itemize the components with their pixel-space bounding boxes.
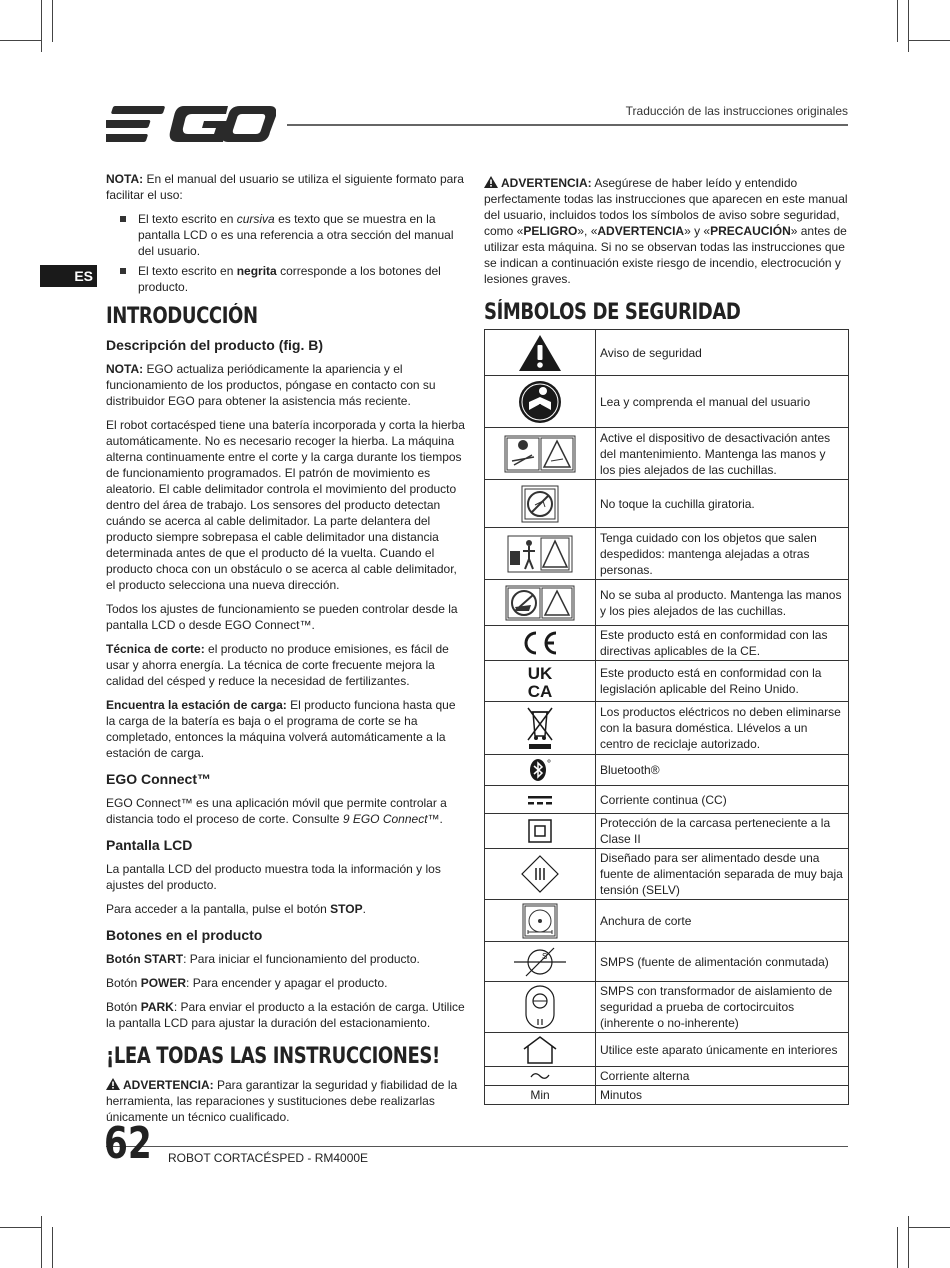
ce-mark-icon <box>485 626 596 661</box>
ego-connect-heading: EGO Connect™ <box>106 771 212 787</box>
crop-mark <box>908 1227 950 1228</box>
smps-transformer-icon <box>485 982 596 1033</box>
crop-mark <box>897 1227 898 1268</box>
product-buttons-heading: Botones en el producto <box>106 927 263 943</box>
symbol-description: Este producto está en conformidad con las directivas aplicables de la CE. <box>596 626 849 661</box>
para-text: Botón <box>106 976 141 990</box>
para-text: : Para encender y apagar el producto. <box>186 976 388 990</box>
table-row <box>485 1067 849 1086</box>
bullet-text: El texto escrito en <box>138 212 237 226</box>
crop-mark <box>0 1227 42 1228</box>
no-touch-blade-icon <box>485 480 596 528</box>
symbol-description: Protección de la carcasa perteneciente a la Clase II <box>596 814 849 849</box>
start-button-paragraph <box>106 951 468 967</box>
indoor-use-icon <box>485 1033 596 1067</box>
charging-station-paragraph <box>106 697 468 761</box>
park-button-paragraph <box>106 999 468 1031</box>
symbol-description: Utilice este aparato únicamente en interiores <box>596 1033 849 1067</box>
nota-text: En el manual del usuario se utiliza el siguiente formato para facilitar el uso: <box>106 172 464 202</box>
crop-mark <box>897 0 898 42</box>
power-button-paragraph <box>106 975 468 991</box>
lcd-paragraph: La pantalla LCD del producto muestra toda la información y los ajustes del producto. <box>106 862 441 892</box>
symbol-description: No se suba al producto. Mantenga las manos y los pies alejados de las cuchillas. <box>596 580 849 626</box>
symbol-description: Bluetooth® <box>596 755 849 786</box>
crop-mark <box>908 0 909 52</box>
ukca-mark-icon <box>485 661 596 702</box>
nota-text: EGO actualiza periódicamente la apariencia y el funcionamiento de los productos, póngase en contacto con su distribuidor EGO para obtener la asistencia más reciente. <box>106 362 436 408</box>
cutting-technique-paragraph <box>106 641 468 689</box>
header-rule <box>287 124 848 126</box>
repair-warning <box>106 1077 468 1125</box>
table-row <box>485 428 849 480</box>
para-text: Para acceder a la pantalla, pulse el botón <box>106 902 331 916</box>
format-list <box>106 211 468 295</box>
signal-word: PRECAUCIÓN <box>710 224 791 238</box>
crop-mark <box>41 0 42 52</box>
table-row <box>485 528 849 580</box>
svg-text:S: S <box>542 951 548 961</box>
selv-icon <box>485 849 596 900</box>
nota-label: NOTA: <box>106 362 144 376</box>
crop-mark <box>0 40 42 41</box>
lcd-heading: Pantalla LCD <box>106 837 193 853</box>
warning-text: » antes de utilizar esta máquina. Si no se observan todas las instrucciones que se indican a continuación existe riesgo de incendio, electrocución y lesiones graves. <box>484 224 847 286</box>
button-name: STOP <box>330 902 363 916</box>
symbol-description: Este producto está en conformidad con la legislación aplicable del Reino Unido. <box>596 661 849 702</box>
bullet-text: es texto que se muestra en la pantalla LCD o es una referencia a otra sección del manual del usuario. <box>138 212 454 258</box>
bluetooth-icon <box>485 755 596 786</box>
table-row <box>485 755 849 786</box>
read-instructions-heading: ¡LEA TODAS LAS INSTRUCCIONES! <box>106 1044 440 1069</box>
product-description-heading: Descripción del producto (fig. B) <box>106 337 324 353</box>
cutting-width-icon <box>485 900 596 942</box>
no-ride-icon <box>485 580 596 626</box>
symbol-description: Minutos <box>596 1086 849 1105</box>
term-text: el producto no produce emisiones, es fácil de usar y ahorra energía. La técnica de corte frecuente mejora la calidad del césped y reduce la necesidad de fertilizantes. <box>106 642 449 688</box>
footer-rule <box>106 1146 848 1147</box>
bullet-italic: cursiva <box>236 212 275 226</box>
nota-update <box>106 361 468 409</box>
table-row <box>485 702 849 755</box>
para-text: . <box>439 812 443 826</box>
ego-connect-paragraph <box>106 795 468 827</box>
list-item <box>106 263 468 295</box>
table-row <box>485 1033 849 1067</box>
signal-word: PELIGRO <box>523 224 578 238</box>
symbol-description: No toque la cuchilla giratoria. <box>596 480 849 528</box>
table-row <box>485 982 849 1033</box>
para-text: Botón <box>106 1000 141 1014</box>
ego-logo <box>106 104 276 144</box>
symbol-description: Lea y comprenda el manual del usuario <box>596 376 849 428</box>
bullet-bold: negrita <box>236 264 277 278</box>
safety-alert-icon <box>485 330 596 376</box>
left-column <box>106 171 468 1133</box>
read-manual-warning <box>484 175 849 287</box>
table-row <box>485 849 849 900</box>
warning-triangle-icon <box>484 176 498 188</box>
symbol-description: SMPS con transformador de aislamiento de seguridad a prueba de cortocircuitos (inherente o no-inherente) <box>596 982 849 1033</box>
table-row <box>485 330 849 376</box>
safety-symbols-heading: SÍMBOLOS DE SEGURIDAD <box>484 300 741 325</box>
warning-label: ADVERTENCIA: <box>501 176 592 190</box>
button-name: POWER <box>140 976 187 990</box>
term-label: Técnica de corte: <box>106 642 205 656</box>
direct-current-icon <box>485 786 596 814</box>
min-label: Min <box>485 1086 596 1105</box>
crop-mark <box>41 1216 42 1268</box>
read-manual-icon <box>485 376 596 428</box>
para-text: : Para enviar el producto a la estación de carga. Utilice la pantalla LCD para ajustar la duración del estacionamiento. <box>106 1000 465 1030</box>
symbol-description: Anchura de corte <box>596 900 849 942</box>
bullet-text: corresponde a los botones del producto. <box>138 264 441 294</box>
lcd-access-paragraph <box>106 901 468 917</box>
button-name: PARK <box>140 1000 174 1014</box>
page-number: 62 <box>104 1118 152 1169</box>
bullet-text: El texto escrito en <box>138 264 237 278</box>
button-name: Botón START <box>106 952 184 966</box>
symbol-description: Aviso de seguridad <box>596 330 849 376</box>
weee-bin-icon <box>485 702 596 755</box>
term-label: Encuentra la estación de carga: <box>106 698 287 712</box>
warning-text: », « <box>577 224 598 238</box>
smps-icon <box>485 942 596 982</box>
term-text: El producto funciona hasta que la carga de la batería es baja o el programa de corte se ha completado, entonces la máquina volverá automáticamente a la estación de carga. <box>106 698 456 760</box>
disable-device-icon <box>485 428 596 480</box>
table-row <box>485 900 849 942</box>
signal-word: ADVERTENCIA <box>597 224 685 238</box>
warning-text: Para garantizar la seguridad y fiabilidad de la herramienta, las reparaciones y sustituciones debe realizarlas únicamente un técnico cualificado. <box>106 1078 458 1124</box>
cross-reference: 9 EGO Connect™ <box>342 812 440 826</box>
symbol-description: SMPS (fuente de alimentación conmutada) <box>596 942 849 982</box>
crop-mark <box>908 1216 909 1268</box>
nota-label: NOTA: <box>106 172 144 186</box>
symbol-description: Los productos eléctricos no deben eliminarse con la basura doméstica. Llévelos a un centro de reciclaje autorizado. <box>596 702 849 755</box>
symbol-description: Diseñado para ser alimentado desde una fuente de alimentación separada de muy baja tensión (SELV) <box>596 849 849 900</box>
robot-paragraph: El robot cortacésped tiene una batería incorporada y corta la hierba automáticamente. No es necesario recoger la hierba. La máquina alterna continuamente entre el corte y la carga durante los tiempos de funcionamiento programados. El patrón de movimiento es aleatorio. El cable delimitador controla el movimiento del producto dentro del área de trabajo. Los sensores del producto detectan cuándo se acerca al cable delimitador. La parte delantera del producto siempre sobrepasa el cable delimitador una distancia determinada antes de que el producto dé la vuelta. Cuando el producto choca con un obstáculo o se acerca al cable delimitador, el producto selecciona una nueva dirección. <box>106 418 465 592</box>
crop-mark <box>52 0 53 42</box>
header-title: Traducción de las instrucciones originales <box>625 104 848 118</box>
warning-label: ADVERTENCIA: <box>123 1078 214 1092</box>
alternating-current-icon <box>485 1067 596 1086</box>
symbol-description: Active el dispositivo de desactivación antes del mantenimiento. Mantenga las manos y los pies alejados de las cuchillas. <box>596 428 849 480</box>
warning-text: » y « <box>684 224 711 238</box>
para-text: EGO Connect™ es una aplicación móvil que permite controlar a distancia todo el proceso de corte. Consulte <box>106 796 447 826</box>
para-text: . <box>362 902 366 916</box>
table-row <box>485 661 849 702</box>
svg-text:CA: CA <box>527 682 553 699</box>
warning-triangle-icon <box>106 1078 120 1090</box>
crop-mark <box>908 40 950 41</box>
para-text: : Para iniciar el funcionamiento del producto. <box>183 952 420 966</box>
symbol-description: Corriente continua (CC) <box>596 786 849 814</box>
settings-paragraph: Todos los ajustes de funcionamiento se pueden controlar desde la pantalla LCD o desde EGO Connect™. <box>106 602 458 632</box>
table-row <box>485 786 849 814</box>
safety-symbols-table <box>484 329 849 1105</box>
language-tab: ES <box>40 265 97 287</box>
class-ii-icon <box>485 814 596 849</box>
nota-format <box>106 171 468 203</box>
table-row <box>485 626 849 661</box>
table-row <box>485 814 849 849</box>
table-row <box>485 480 849 528</box>
intro-heading: INTRODUCCIÓN <box>106 304 258 329</box>
table-row <box>485 942 849 982</box>
footer-product: ROBOT CORTACÉSPED - RM4000E <box>168 1151 369 1165</box>
table-row <box>485 376 849 428</box>
table-row <box>485 580 849 626</box>
warning-text: Asegúrese de haber leído y entendido perfectamente todas las instrucciones que aparecen en este manual del usuario, incluidos todos los símbolos de aviso sobre seguridad, como « <box>484 176 848 238</box>
crop-mark <box>52 1227 53 1268</box>
symbol-description: Tenga cuidado con los objetos que salen despedidos: mantenga alejadas a otras personas. <box>596 528 849 580</box>
table-row <box>485 1086 849 1105</box>
svg-text:UK: UK <box>527 664 553 683</box>
thrown-objects-icon <box>485 528 596 580</box>
right-column <box>484 175 849 333</box>
list-item <box>106 211 468 259</box>
symbol-description: Corriente alterna <box>596 1067 849 1086</box>
